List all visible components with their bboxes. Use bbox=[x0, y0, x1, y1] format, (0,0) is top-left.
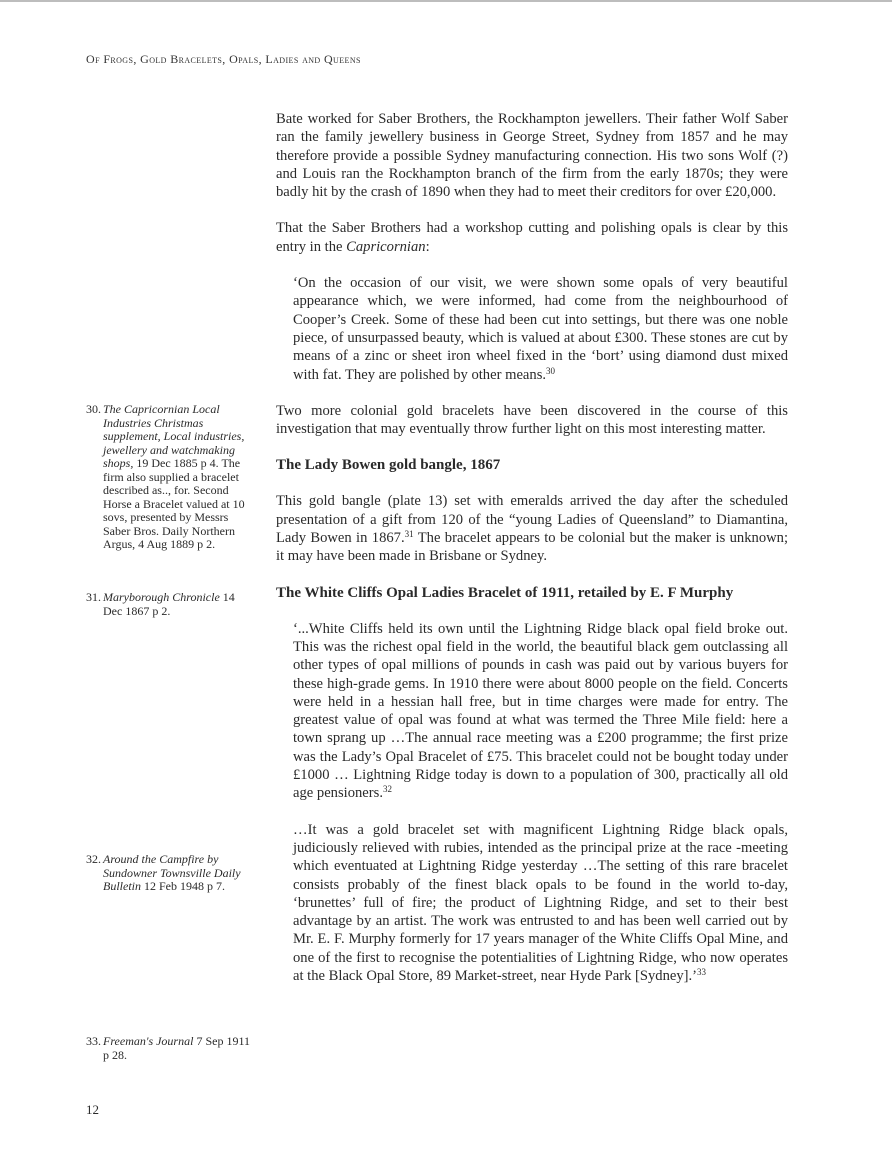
paragraph-lady-bowen bbox=[276, 492, 788, 565]
footnote-source: The Capricornian Local Industries Christmas supplement, Local industries, jewellery and watchmaking shops, bbox=[103, 402, 245, 470]
paragraph-saber-brothers: Bate worked for Saber Brothers, the Rockhampton jewellers. Their father Wolf Saber ran the family jewellery business in George Street, Sydney from 1857 and he may therefore provide a possible Sydney manufacturing connection. His two sons Wolf (?) and Louis ran the Rockhampton branch of the firm from the early 1870s; they were badly hit by the crash of 1890 when they had to meet their creditors for over £20,000. bbox=[276, 111, 788, 201]
paragraph-two-bracelets: Two more colonial gold bracelets have been discovered in the course of this investigation that may eventually throw further light on this most interesting matter. bbox=[276, 402, 788, 438]
top-rule bbox=[0, 0, 892, 2]
footnote-ref-33[interactable]: 33 bbox=[697, 966, 707, 977]
footnote-number: 30. bbox=[86, 402, 101, 416]
footnote-text: 19 Dec 1885 p 4. The firm also supplied a bracelet described as.., for. Second Horse a Bracelet valued at 10 sovs, presented by Messrs Saber Bros. Daily Northern Argus, 4 Aug 1889 p 2. bbox=[103, 456, 245, 551]
paragraph-text: : bbox=[425, 238, 430, 255]
footnote-33 bbox=[86, 1035, 254, 1062]
quote-text: …It was a gold bracelet set with magnificent Lightning Ridge black opals, judiciously relieved with rubies, intended as the principal prize at the race -meeting which eventuated at Lightning Ridge yesterday …The setting of this rare bracelet consists probably of the finest black opals to be found in the world to-day, ‘brunettes’ full of fire; the product of Lightning Ridge, and set to their best advantage by an artist. The work was entrusted to and has been well carried out by Mr. E. F. Murphy formerly for 17 years manager of the White Cliffs Opal Mine, and one of the first to recognise the potentialities of Lightning Ridge, who now operates at the Black Opal Store, 89 Market-street, near Hyde Park [Sydney].’ bbox=[293, 821, 788, 984]
footnote-source: Around the Campfire by Sundowner Townsville Daily Bulletin bbox=[103, 852, 241, 893]
running-head: Of Frogs, Gold Bracelets, Opals, Ladies and Queens bbox=[86, 52, 361, 66]
paragraph-text: This gold bangle (plate 13) set with emeralds arrived the day after the scheduled presentation of a gift from 120 of the “young Ladies of Queensland” to Diamantina, Lady Bowen in 1867. bbox=[276, 493, 788, 547]
footnote-ref-32[interactable]: 32 bbox=[382, 784, 392, 795]
footnote-source: Freeman's Journal bbox=[103, 1034, 194, 1048]
paragraph-workshop bbox=[276, 219, 788, 256]
footnote-source: Maryborough Chronicle bbox=[103, 590, 220, 604]
heading-lady-bowen: The Lady Bowen gold bangle, 1867 bbox=[276, 457, 501, 474]
footnote-31 bbox=[86, 591, 254, 618]
footnote-ref-31[interactable]: 31 bbox=[404, 529, 414, 540]
footnote-30 bbox=[86, 403, 254, 552]
quote-text: ‘On the occasion of our visit, we were shown some opals of very beautiful appearance which, we were informed, had come from the neighbourhood of Cooper’s Creek. Some of these had been cut into settings, but there was one noble piece, of unsurpassed beauty, which is valued at about £300. These stones are cut by means of a zinc or sheet iron wheel fixed in the ‘bort’ using diamond dust mixed with fat. They are polished by other means. bbox=[293, 275, 788, 383]
newspaper-title: Capricornian bbox=[346, 238, 426, 255]
footnote-32 bbox=[86, 853, 254, 894]
main-text-column bbox=[276, 110, 788, 1003]
heading-white-cliffs: The White Cliffs Opal Ladies Bracelet of 1911, retailed by E. F Murphy bbox=[276, 584, 734, 601]
quote-text: ‘...White Cliffs held its own until the Lightning Ridge black opal field broke out. This was the richest opal field in the world, the beautiful black gem outclassing all other types of opal millions of pounds in cash was paid out by various buyers for these high-grade gems. In 1910 there were about 8000 people on the field. Concerts were held in a hessian hall free, but in time charges were made for entry. The greatest value of opal was found at what was termed the Three Mile field: here a town sprang up …The annual race meeting was a £200 programme; the first prize was the Lady’s Opal Bracelet of £75. This bracelet could not be bought today under £1000 … Lightning Ridge today is down to a population of 300, practically all old age pensioners. bbox=[293, 620, 788, 802]
footnote-text: 12 Feb 1948 p 7. bbox=[141, 879, 225, 893]
page-number: 12 bbox=[86, 1102, 99, 1117]
footnote-number: 33. bbox=[86, 1034, 101, 1048]
quote-white-cliffs bbox=[293, 620, 788, 803]
quote-lightning-ridge bbox=[293, 821, 788, 986]
quote-capricornian bbox=[293, 274, 788, 384]
footnote-text: 7 Sep 1911 p 28. bbox=[103, 1034, 251, 1062]
footnote-number: 32. bbox=[86, 852, 101, 866]
footnote-ref-30[interactable]: 30 bbox=[546, 365, 556, 376]
paragraph-text: That the Saber Brothers had a workshop cutting and polishing opals is clear by this entry in the bbox=[276, 220, 788, 255]
footnote-text: 14 Dec 1867 p 2. bbox=[103, 590, 235, 618]
footnote-number: 31. bbox=[86, 590, 101, 604]
paragraph-text: The bracelet appears to be colonial but the maker is unknown; it may have been made in Brisbane or Sydney. bbox=[276, 530, 789, 565]
